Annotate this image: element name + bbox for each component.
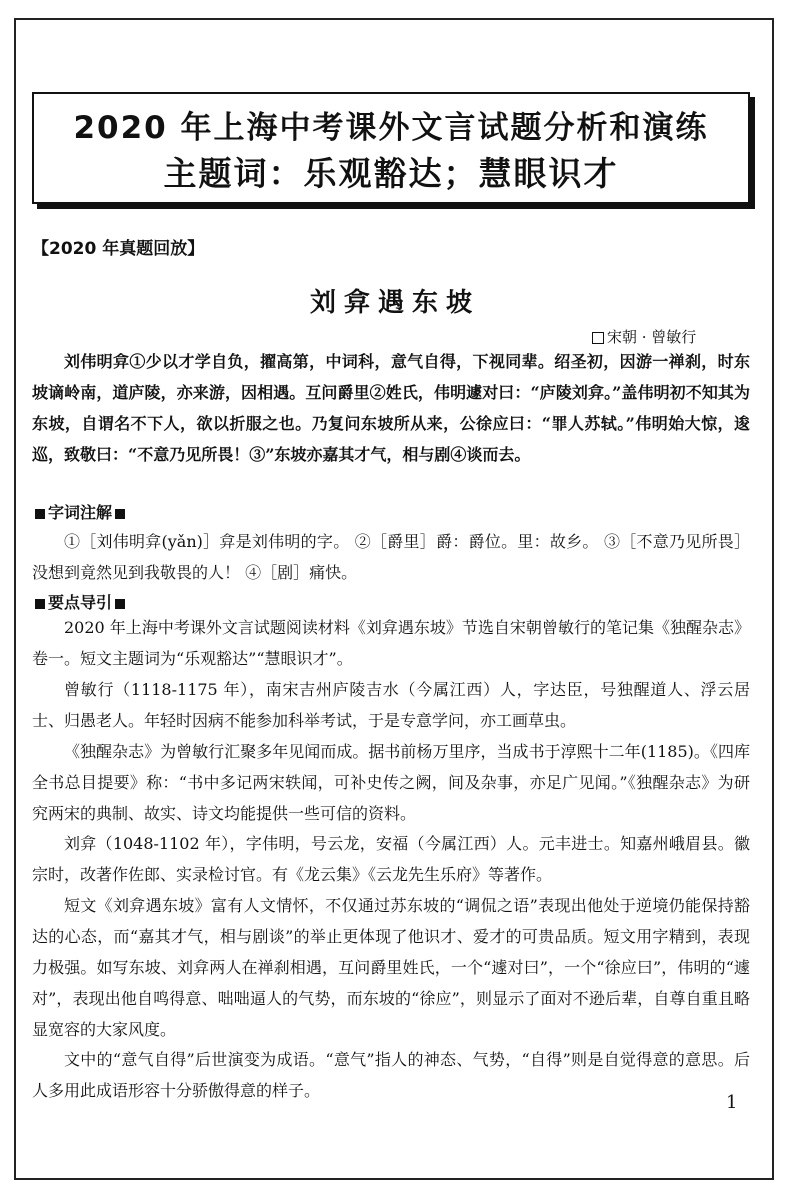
square-bullet-icon bbox=[35, 599, 45, 609]
byline bbox=[592, 326, 696, 347]
square-icon bbox=[592, 332, 604, 344]
guide-paragraph-3: 《独醒杂志》为曾敏行汇聚多年见闻而成。据书前杨万里序，当成书于淳熙十二年(1185)。《四库全书总目提要》称：“书中多记两宋轶闻，可补史传之阙，间及杂事，亦足广见闻。”《独醒杂志》为研究两宋的典制、故实、诗文均能提供一些可信的资料。 bbox=[32, 742, 750, 823]
notes-text: ①［刘伟明弇(yǎn)］弇是刘伟明的字。 ②［爵里］爵：爵位。里：故乡。 ③［不意乃见所畏］没想到竟然见到我敬畏的人！ ④［剧］痛快。 bbox=[32, 532, 750, 582]
guide-heading-text: 要点导引 bbox=[48, 593, 113, 612]
section-tag: 【2020 年真题回放】 bbox=[32, 239, 205, 259]
article-text: 刘伟明弇①少以才学自负，擢高第，中词科，意气自得，下视同辈。绍圣初，因游一禅刹，时东坡谪岭南，道庐陵，亦来游，因相遇。互问爵里②姓氏，伟明遽对曰：“庐陵刘弇。”盖伟明初不知其为东坡，自谓名不下人，欲以折服之也。乃复问东坡所从来，公徐应曰：“罪人苏轼。”伟明始大惊，逡巡，致敬曰：“不意乃见所畏！③”东坡亦嘉其才气，相与剧④谈而去。 bbox=[32, 352, 750, 464]
guide-paragraph-6: 文中的“意气自得”后世演变为成语。“意气”指人的神态、气势，“自得”则是自觉得意的意思。后人多用此成语形容十分骄傲得意的样子。 bbox=[32, 1050, 750, 1100]
square-bullet-icon bbox=[115, 599, 125, 609]
guide-paragraph-5: 短文《刘弇遇东坡》富有人文情怀，不仅通过苏东坡的“调侃之语”表现出他处于逆境仍能保持豁达的心态，而“嘉其才气，相与剧谈”的举止更体现了他识才、爱才的可贵品质。短文用字精到，表现力极强。如写东坡、刘弇两人在禅刹相遇，互问爵里姓氏，一个“遽对曰”，一个“徐应曰”，伟明的“遽对”，表现出他自鸣得意、咄咄逼人的气势，而东坡的“徐应”，则显示了面对不逊后辈，自尊自重且略显宽容的大家风度。 bbox=[32, 896, 750, 1039]
title-box bbox=[32, 92, 750, 204]
square-bullet-icon bbox=[35, 509, 45, 519]
page-number: 1 bbox=[726, 1092, 738, 1113]
theme-subtitle: 主题词：乐观豁达；慧眼识才 bbox=[163, 154, 619, 193]
page-title: 2020 年上海中考课外文言试题分析和演练 bbox=[73, 110, 709, 146]
notes-heading-text: 字词注解 bbox=[48, 503, 113, 522]
byline-text: 宋朝 · 曾敏行 bbox=[607, 328, 697, 346]
article-title: 刘弇遇东坡 bbox=[309, 288, 480, 318]
square-bullet-icon bbox=[115, 509, 125, 519]
guide-paragraph-4: 刘弇（1048-1102 年），字伟明，号云龙，安福（今属江西）人。元丰进士。知嘉州峨眉县。徽宗时，改著作佐郎、实录检讨官。有《龙云集》《云龙先生乐府》等著作。 bbox=[32, 834, 750, 884]
guide-heading bbox=[32, 590, 128, 613]
notes-heading bbox=[32, 500, 128, 523]
guide-paragraph-1: 2020 年上海中考课外文言试题阅读材料《刘弇遇东坡》节选自宋朝曾敏行的笔记集《独醒杂志》卷一。短文主题词为“乐观豁达”“慧眼识才”。 bbox=[32, 618, 750, 668]
guide-paragraph-2: 曾敏行（1118-1175 年），南宋吉州庐陵吉水（今属江西）人，字达臣，号独醒道人、浮云居士、归愚老人。年轻时因病不能参加科举考试，于是专意学问，亦工画草虫。 bbox=[32, 680, 750, 730]
